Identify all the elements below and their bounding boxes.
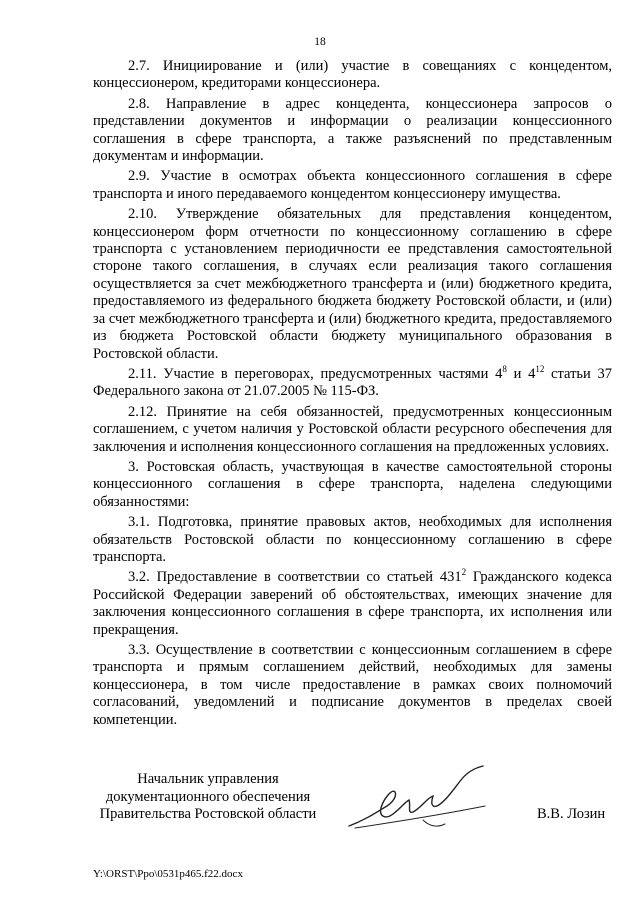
paragraph-3-1: 3.1. Подготовка, принятие правовых актов, необходимых для исполнения обязательств Ростовской области по концессионному соглашению в сфере транспорта.: [93, 514, 612, 565]
paragraph-2-9: 2.9. Участие в осмотрах объекта концессионного соглашения в сфере транспорта и иного передаваемого концедентом концессионеру имущества.: [93, 168, 612, 202]
document-body: [93, 58, 612, 732]
signatory-name: В.В. Лозин: [537, 806, 606, 822]
signatory-title: Начальник управления документационного обеспечения Правительства Ростовской области: [99, 771, 317, 822]
paragraph-3: 3. Ростовская область, участвующая в качестве самостоятельной стороны концессионного соглашения в сфере транспорта, наделена следующими обязанностями:: [93, 458, 612, 510]
handwritten-signature: [335, 762, 495, 840]
paragraph-2-12: 2.12. Принятие на себя обязанностей, предусмотренных концессионным соглашением, с учетом наличия у Ростовской области ресурсного обеспечения для заключения и исполнения концессионного соглашения на предложенных условиях.: [93, 403, 613, 455]
paragraph-2-8: 2.8. Направление в адрес концедента, концессионера запросов о представлении документов и информации о реализации концессионного соглашения в сфере транспорта, а также разъяснений по представленным документам и информации.: [93, 95, 612, 165]
paragraph-2-10: 2.10. Утверждение обязательных для представления концедентом, концессионером форм отчетности по концессионному соглашению в сфере транспорта с установлением периодичности ее представления самостоятельной стороне такого соглашения, в случаях если реализация такого соглашения осуществляется за счет межбюджетного трансферта и (или) бюджетного кредита, предоставляемого из федерального бюджета бюджету Ростовской области, и (или) за счет межбюджетного трансферта и (или) бюджетного кредита, предоставляемого из бюджета Ростовской области бюджету муниципального образования в Ростовской области.: [93, 206, 612, 362]
paragraph-3-3: 3.3. Осуществление в соответствии с концессионным соглашением в сфере транспорта и прямым соглашением действий, необходимых для замены концессионера, в том числе предоставление в рамках своих полномочий согласований, уведомлений и подписание документов в пределах своей компетенции.: [93, 642, 612, 728]
paragraph-2-7: 2.7. Инициирование и (или) участие в совещаниях с концедентом, концессионером, кредиторами концессионера.: [93, 58, 612, 92]
paragraph-3-2: 3.2. Предоставление в соответствии со статьей $431^2$ Гражданского кодекса Российской Федерации заверений об обстоятельствах, имеющих значение для заключения концессионного соглашения в сфере транспорта, их исполнения или прекращения.: [93, 567, 612, 638]
paragraph-2-11: 2.11. Участие в переговорах, предусмотренных частями $4^8$ и $4^{12}$ статьи 37 Федерального закона от 21.07.2005 № 115-ФЗ.: [93, 363, 613, 400]
page-number: 18: [314, 36, 326, 48]
file-path-footer: Y:\ORST\Ppo\0531p465.f22.docx: [93, 868, 243, 880]
